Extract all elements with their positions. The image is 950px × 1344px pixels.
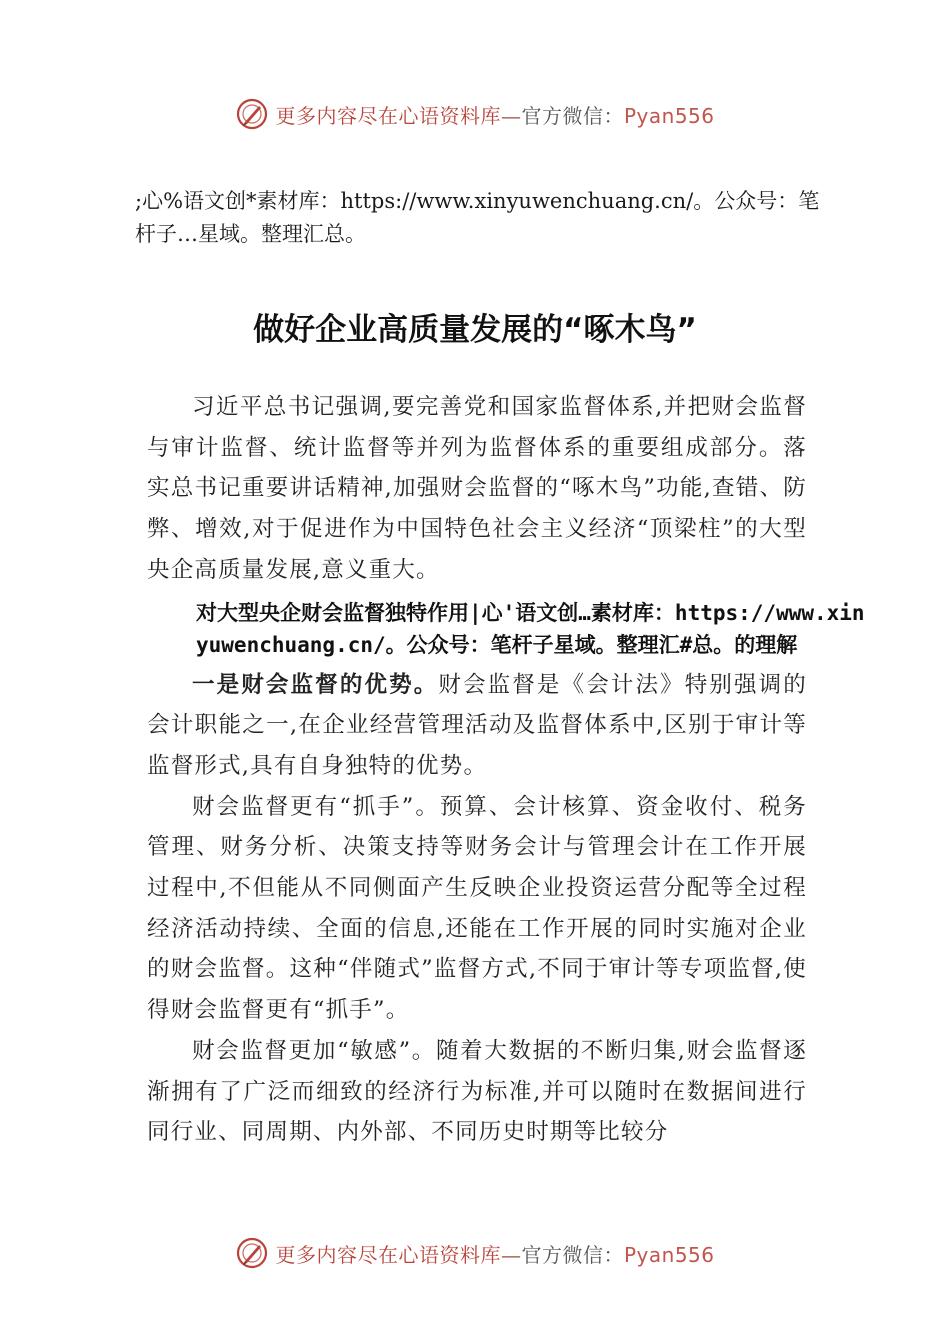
banner-dash: — <box>500 1242 522 1267</box>
banner-text: 更多内容尽在心语资料库 <box>275 1242 501 1267</box>
paragraph-2-lead: 一是财会监督的优势。 <box>192 671 439 698</box>
banner-wechat-label: 官方微信： <box>521 1242 624 1267</box>
banner-text: 更多内容尽在心语资料库 <box>275 103 501 128</box>
banner-dash: — <box>500 103 522 128</box>
footer-banner <box>0 1233 950 1273</box>
pen-logo-icon <box>235 1236 269 1270</box>
paragraph-2 <box>147 665 807 787</box>
paragraph-1: 习近平总书记强调,要完善党和国家监督体系,并把财会监督与审计监督、统计监督等并列为监督体系的重要组成部分。落实总书记重要讲话精神,加强财会监督的“啄木鸟”功能,查错、防弊、增效,对于促进作为中国特色社会主义经济“顶梁柱”的大型央企高质量发展,意义重大。 <box>147 394 807 583</box>
article-title: 做好企业高质量发展的“啄木鸟” <box>253 312 697 348</box>
paragraph-3: 财会监督更有“抓手”。预算、会计核算、资金收付、税务管理、财务分析、决策支持等财务会计与管理会计在工作开展过程中,不但能从不同侧面产生反映企业投资运营分配等全过程经济活动持续、全面的信息,还能在工作开展的同时实施对企业的财会监督。这种“伴随式”监督方式,不同于审计等专项监督,使得财会监督更有“抓手”。 <box>147 793 807 1024</box>
banner-wechat-id: Pyan556 <box>623 1242 715 1267</box>
pen-logo-icon <box>235 97 269 131</box>
paragraph-4: 财会监督更加“敏感”。随着大数据的不断归集,财会监督逐渐拥有了广泛而细致的经济行为标准,并可以随时在数据间进行同行业、同周期、内外部、不同历史时期等比较分 <box>147 1037 807 1146</box>
article-body <box>147 387 865 1153</box>
section-subheading: 对大型央企财会监督独特作用|心'语文创…素材库：https://www.xinyuwenchuang.cn/。公众号：笔杆子星域。整理汇#总。的理解 <box>196 600 865 657</box>
banner-wechat-id: Pyan556 <box>623 103 715 128</box>
source-line: ;心%语文创*素材库：https://www.xinyuwenchuang.cn/。公众号：笔杆子…星域。整理汇总。 <box>135 189 820 246</box>
paragraph-2-text: 财会监督是《会计法》特别强调的会计职能之一,在企业经营管理活动及监督体系中,区别于审计等监督形式,具有自身独特的优势。 <box>147 671 807 779</box>
banner-wechat-label: 官方微信： <box>521 103 624 128</box>
header-banner <box>0 94 950 134</box>
